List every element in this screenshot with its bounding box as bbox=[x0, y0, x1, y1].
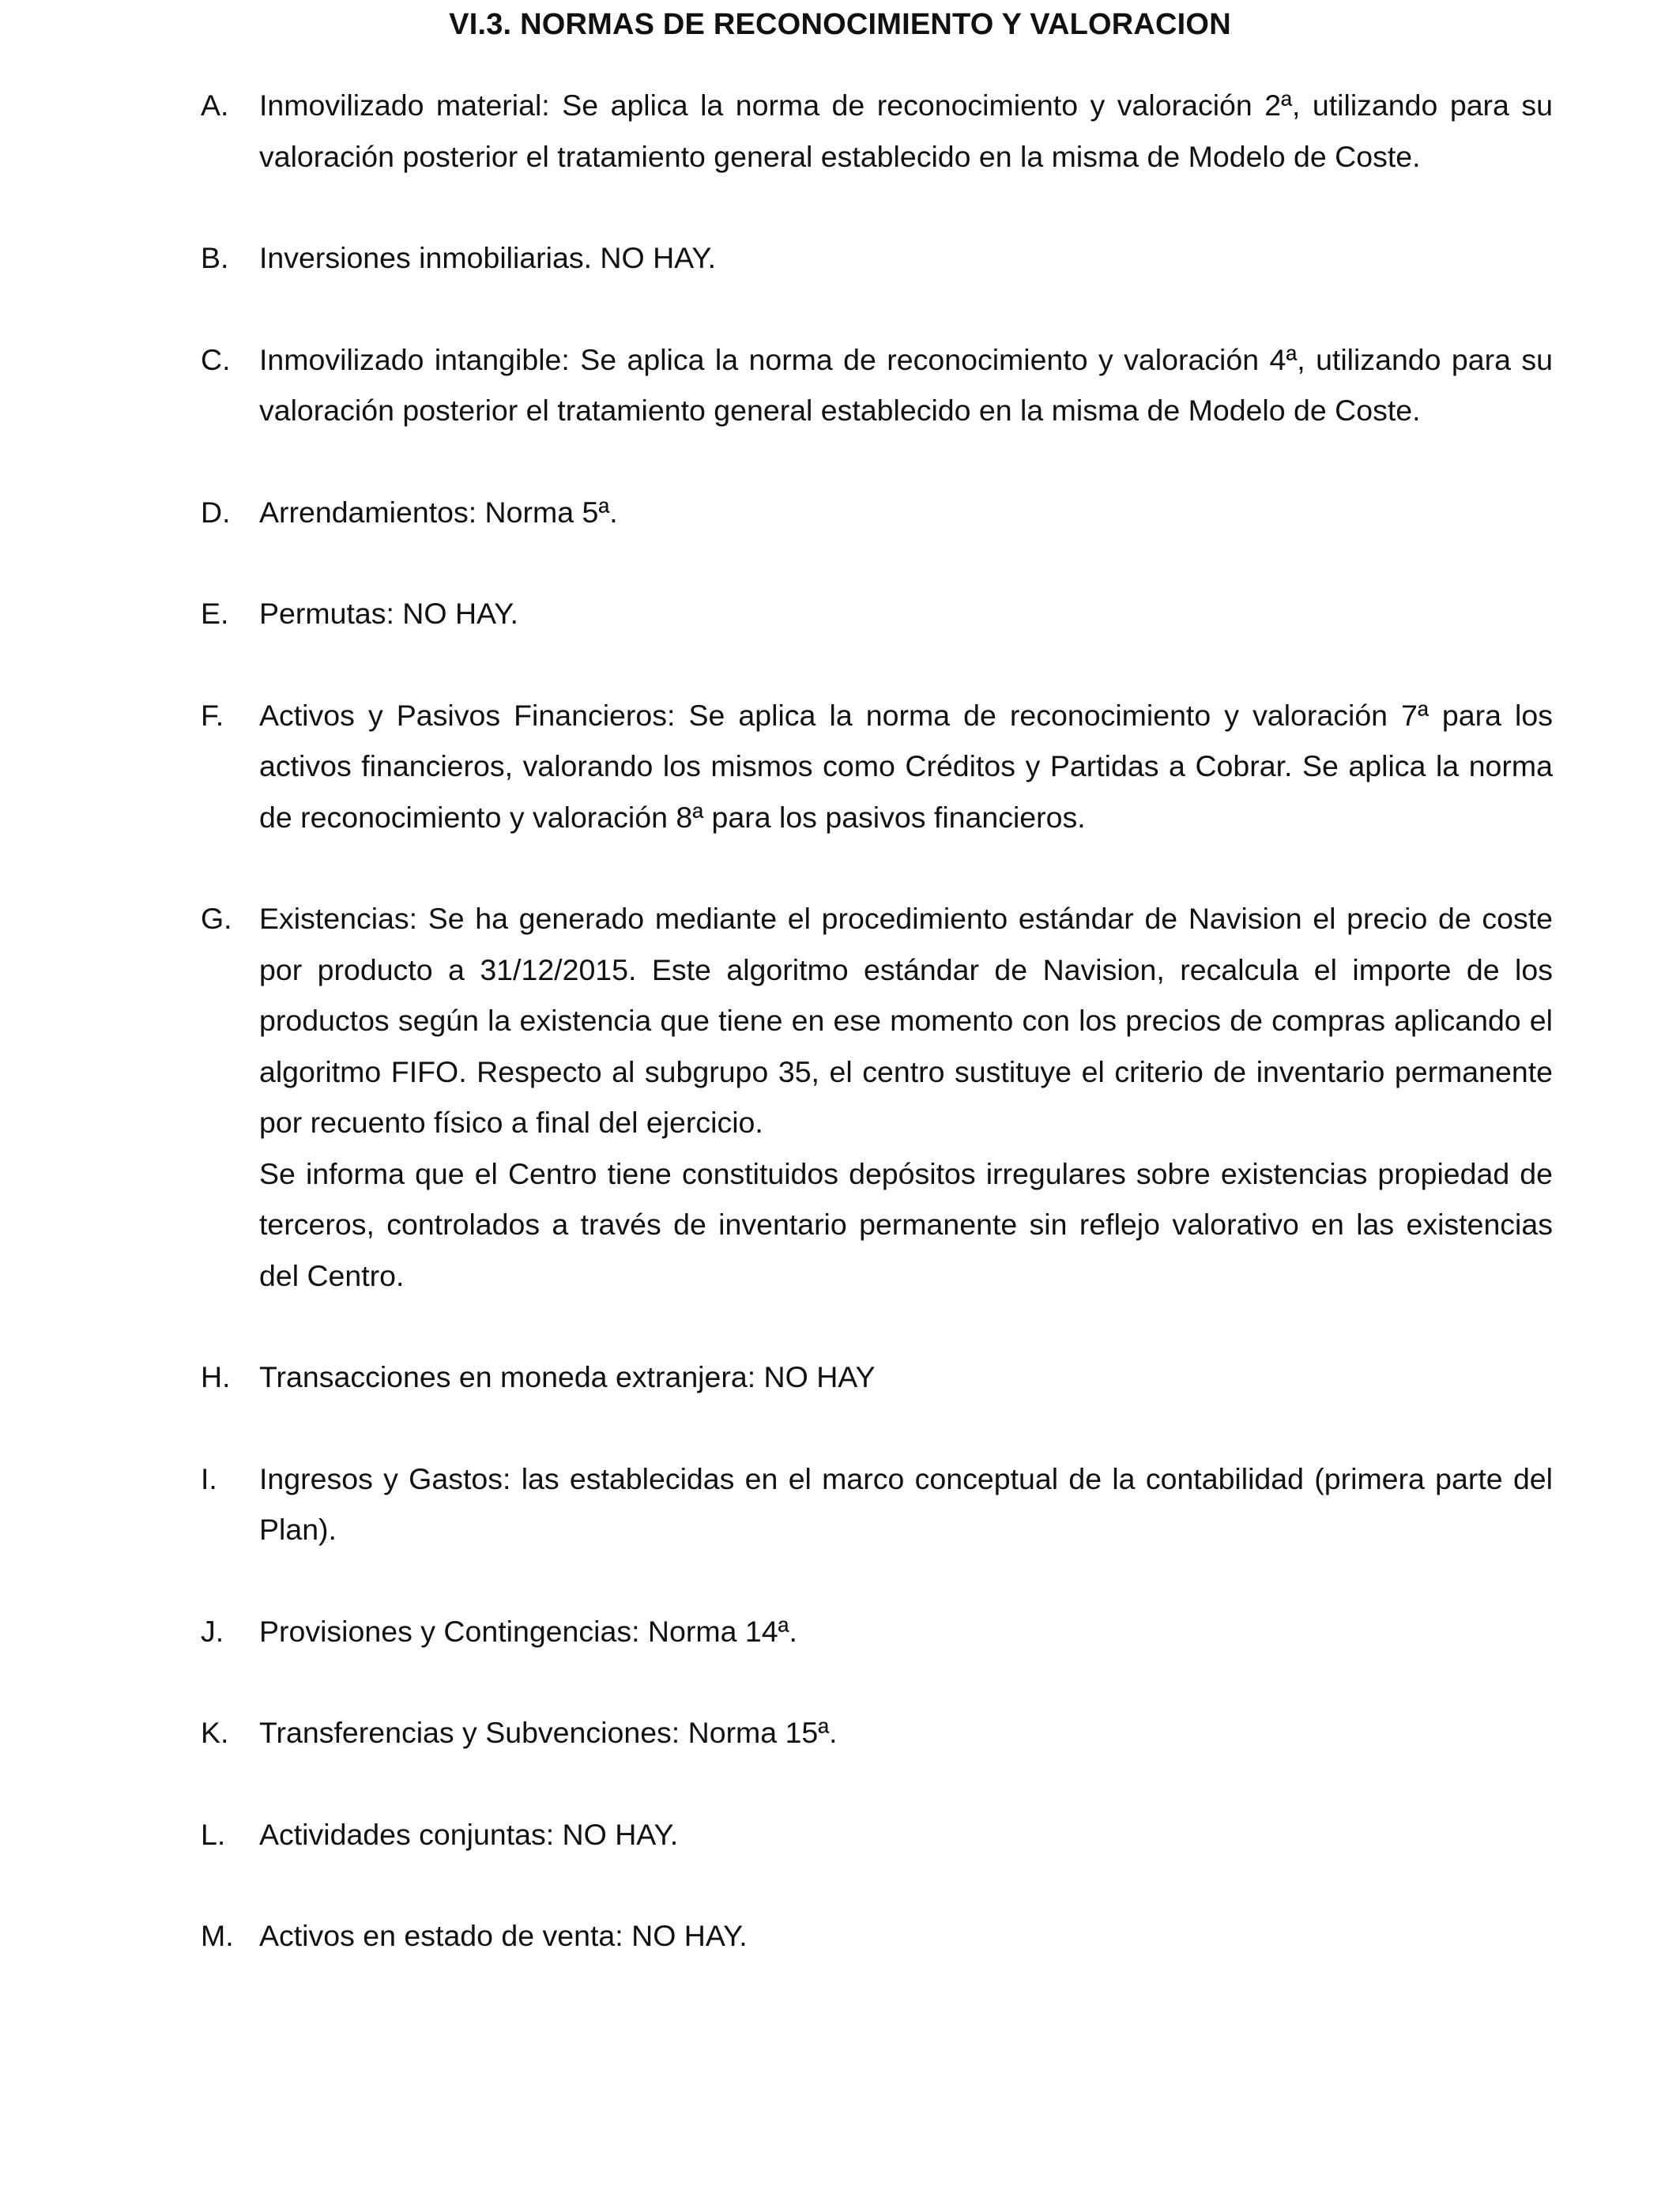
list-item-a bbox=[198, 80, 1553, 182]
list-item-g bbox=[198, 893, 1553, 1301]
item-letter: B. bbox=[201, 241, 229, 274]
item-text: Arrendamientos: Norma 5ª. bbox=[259, 495, 618, 529]
list-item-j bbox=[198, 1606, 1553, 1657]
item-letter: D. bbox=[201, 495, 231, 529]
item-letter: M. bbox=[201, 1919, 234, 1952]
item-text: Activos en estado de venta: NO HAY. bbox=[259, 1919, 748, 1952]
list-item-m bbox=[198, 1910, 1553, 1962]
item-text: Provisiones y Contingencias: Norma 14ª. bbox=[259, 1614, 797, 1648]
list-item-h bbox=[198, 1351, 1553, 1403]
norms-list bbox=[198, 80, 1553, 2012]
item-letter: G. bbox=[201, 902, 232, 935]
item-text bbox=[259, 893, 1553, 1301]
item-letter: I. bbox=[201, 1461, 217, 1495]
item-letter: H. bbox=[201, 1360, 231, 1393]
item-letter: A. bbox=[201, 89, 229, 122]
item-paragraph: Existencias: Se ha generado mediante el procedimiento estándar de Navision el precio de coste por producto a 31/12/2015. Este algoritmo estándar de Navision, recalcula el importe de los productos según la existencia que tiene en ese momento con los precios de compras aplicando el algoritmo FIFO. Respecto al subgrupo 35, el centro sustituye el criterio de inventario permanente por recuento físico a final del ejercicio. bbox=[259, 902, 1553, 1139]
item-text: Permutas: NO HAY. bbox=[259, 597, 518, 630]
item-text: Transacciones en moneda extranjera: NO HAY bbox=[259, 1360, 876, 1393]
list-item-e bbox=[198, 588, 1553, 639]
item-letter: F. bbox=[201, 698, 224, 732]
item-letter: J. bbox=[201, 1614, 224, 1648]
list-item-l bbox=[198, 1809, 1553, 1860]
item-letter: L. bbox=[201, 1817, 226, 1851]
item-text: Actividades conjuntas: NO HAY. bbox=[259, 1817, 679, 1851]
item-text: Inversiones inmobiliarias. NO HAY. bbox=[259, 241, 717, 274]
item-text: Transferencias y Subvenciones: Norma 15ª. bbox=[259, 1716, 838, 1749]
list-item-i bbox=[198, 1453, 1553, 1555]
item-letter: K. bbox=[201, 1716, 229, 1749]
item-paragraph: Se informa que el Centro tiene constituidos depósitos irregulares sobre existencias propiedad de terceros, controlados a través de inventario permanente sin reflejo valorativo en las existencias del Centro. bbox=[259, 1156, 1553, 1292]
list-item-k bbox=[198, 1707, 1553, 1759]
list-item-c bbox=[198, 334, 1553, 436]
list-item-f bbox=[198, 690, 1553, 843]
page-title: VI.3. NORMAS DE RECONOCIMIENTO Y VALORACION bbox=[449, 8, 1231, 41]
item-text: Inmovilizado intangible: Se aplica la norma de reconocimiento y valoración 4ª, utilizando para su valoración posterior el tratamiento general establecido en la misma de Modelo de Coste. bbox=[259, 342, 1553, 427]
item-text: Inmovilizado material: Se aplica la norma de reconocimiento y valoración 2ª, utilizando para su valoración posterior el tratamiento general establecido en la misma de Modelo de Coste. bbox=[259, 89, 1553, 173]
list-item-d bbox=[198, 487, 1553, 538]
item-letter: C. bbox=[201, 342, 231, 376]
list-item-b bbox=[198, 232, 1553, 284]
item-letter: E. bbox=[201, 597, 229, 630]
item-text: Ingresos y Gastos: las establecidas en el marco conceptual de la contabilidad (primera parte del Plan). bbox=[259, 1461, 1553, 1546]
item-text: Activos y Pasivos Financieros: Se aplica la norma de reconocimiento y valoración 7ª para los activos financieros, valorando los mismos como Créditos y Partidas a Cobrar. Se aplica la norma de reconocimiento y valoración 8ª para los pasivos financieros. bbox=[259, 698, 1553, 834]
